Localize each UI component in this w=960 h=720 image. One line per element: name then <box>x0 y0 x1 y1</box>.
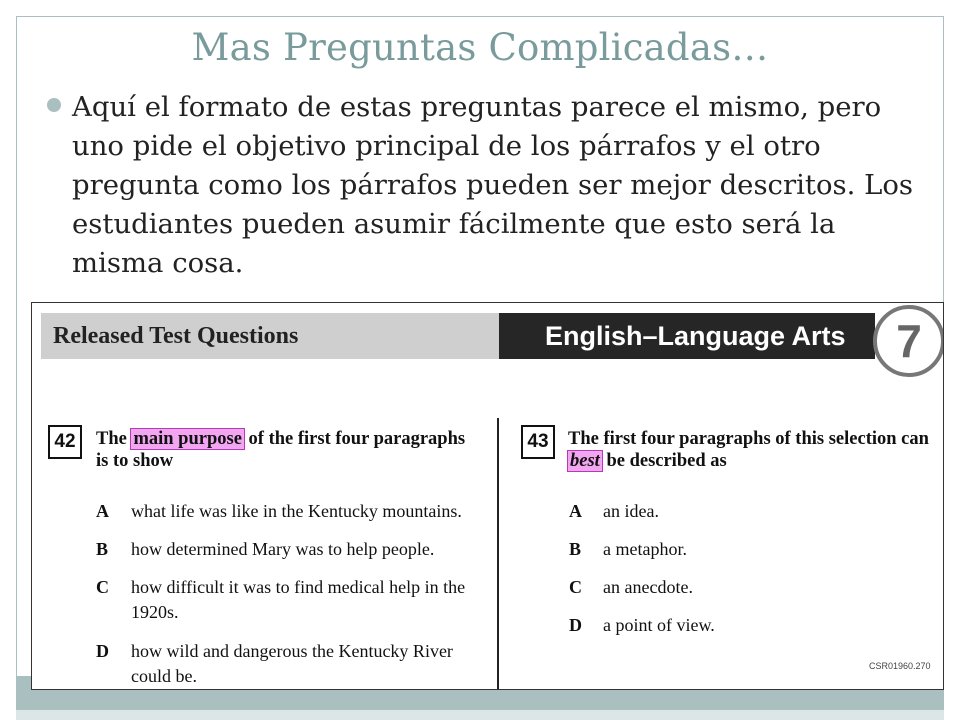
q42-option-d: how wild and dangerous the Kentucky River <box>131 641 453 661</box>
released-test-label: Released Test Questions <box>53 323 299 349</box>
slide-footer-band-light <box>16 710 944 720</box>
question-42-stem <box>96 428 486 472</box>
q42-option-c-letter: C <box>96 577 109 597</box>
main-purpose-highlight: main purpose <box>133 429 242 449</box>
q42-option-b-letter: B <box>96 539 109 559</box>
stem-text: The first four paragraphs of this selection can <box>568 429 929 449</box>
q42-option-c-line2: 1920s. <box>131 602 179 622</box>
subject-label: English–Language Arts <box>545 321 846 351</box>
released-test-header <box>41 313 501 359</box>
q43-option-c-letter: C <box>569 577 582 597</box>
bullet-icon <box>47 98 61 112</box>
stem-text: is to show <box>96 451 174 471</box>
stem-text: The <box>96 429 127 449</box>
bullet-paragraph: Aquí el formato de estas preguntas parece el mismo, pero uno pide el objetivo principal de los párrafos y el otro pregunta como los párrafos pueden ser mejor descritos. Los estudiantes pueden asumir fácilmente que esto será la misma cosa. <box>72 91 914 279</box>
best-highlight: best <box>570 451 600 471</box>
q42-option-d-letter: D <box>96 641 109 661</box>
grade-number: 7 <box>896 315 922 367</box>
q43-option-b: a metaphor. <box>603 539 687 559</box>
slide-title: Mas Preguntas Complicadas… <box>191 26 769 69</box>
stem-text: of the first four paragraphs <box>248 429 466 449</box>
q42-option-d-line2: could be. <box>131 666 197 686</box>
q43-option-b-letter: B <box>569 539 582 559</box>
test-questions-image <box>31 302 944 690</box>
q43-option-a: an idea. <box>603 501 659 521</box>
q42-option-b: how determined Mary was to help people. <box>131 539 435 559</box>
q43-option-d: a point of view. <box>603 615 715 635</box>
q42-option-c: how difficult it was to find medical help in the <box>131 577 466 597</box>
grade-badge <box>873 305 944 377</box>
q42-option-a-letter: A <box>96 501 109 521</box>
q43-option-c: an anecdote. <box>603 577 693 597</box>
q43-option-d-letter: D <box>569 615 582 635</box>
item-code: CSR01960.270 <box>869 661 931 671</box>
stem-text: be described as <box>606 451 727 471</box>
question-42-number: 42 <box>48 425 82 459</box>
q43-option-a-letter: A <box>569 501 582 521</box>
q42-option-a: what life was like in the Kentucky mountains. <box>131 501 462 521</box>
column-divider <box>497 418 499 690</box>
question-43-stem <box>568 428 944 472</box>
subject-header <box>499 313 875 359</box>
question-43-number: 43 <box>521 425 555 459</box>
